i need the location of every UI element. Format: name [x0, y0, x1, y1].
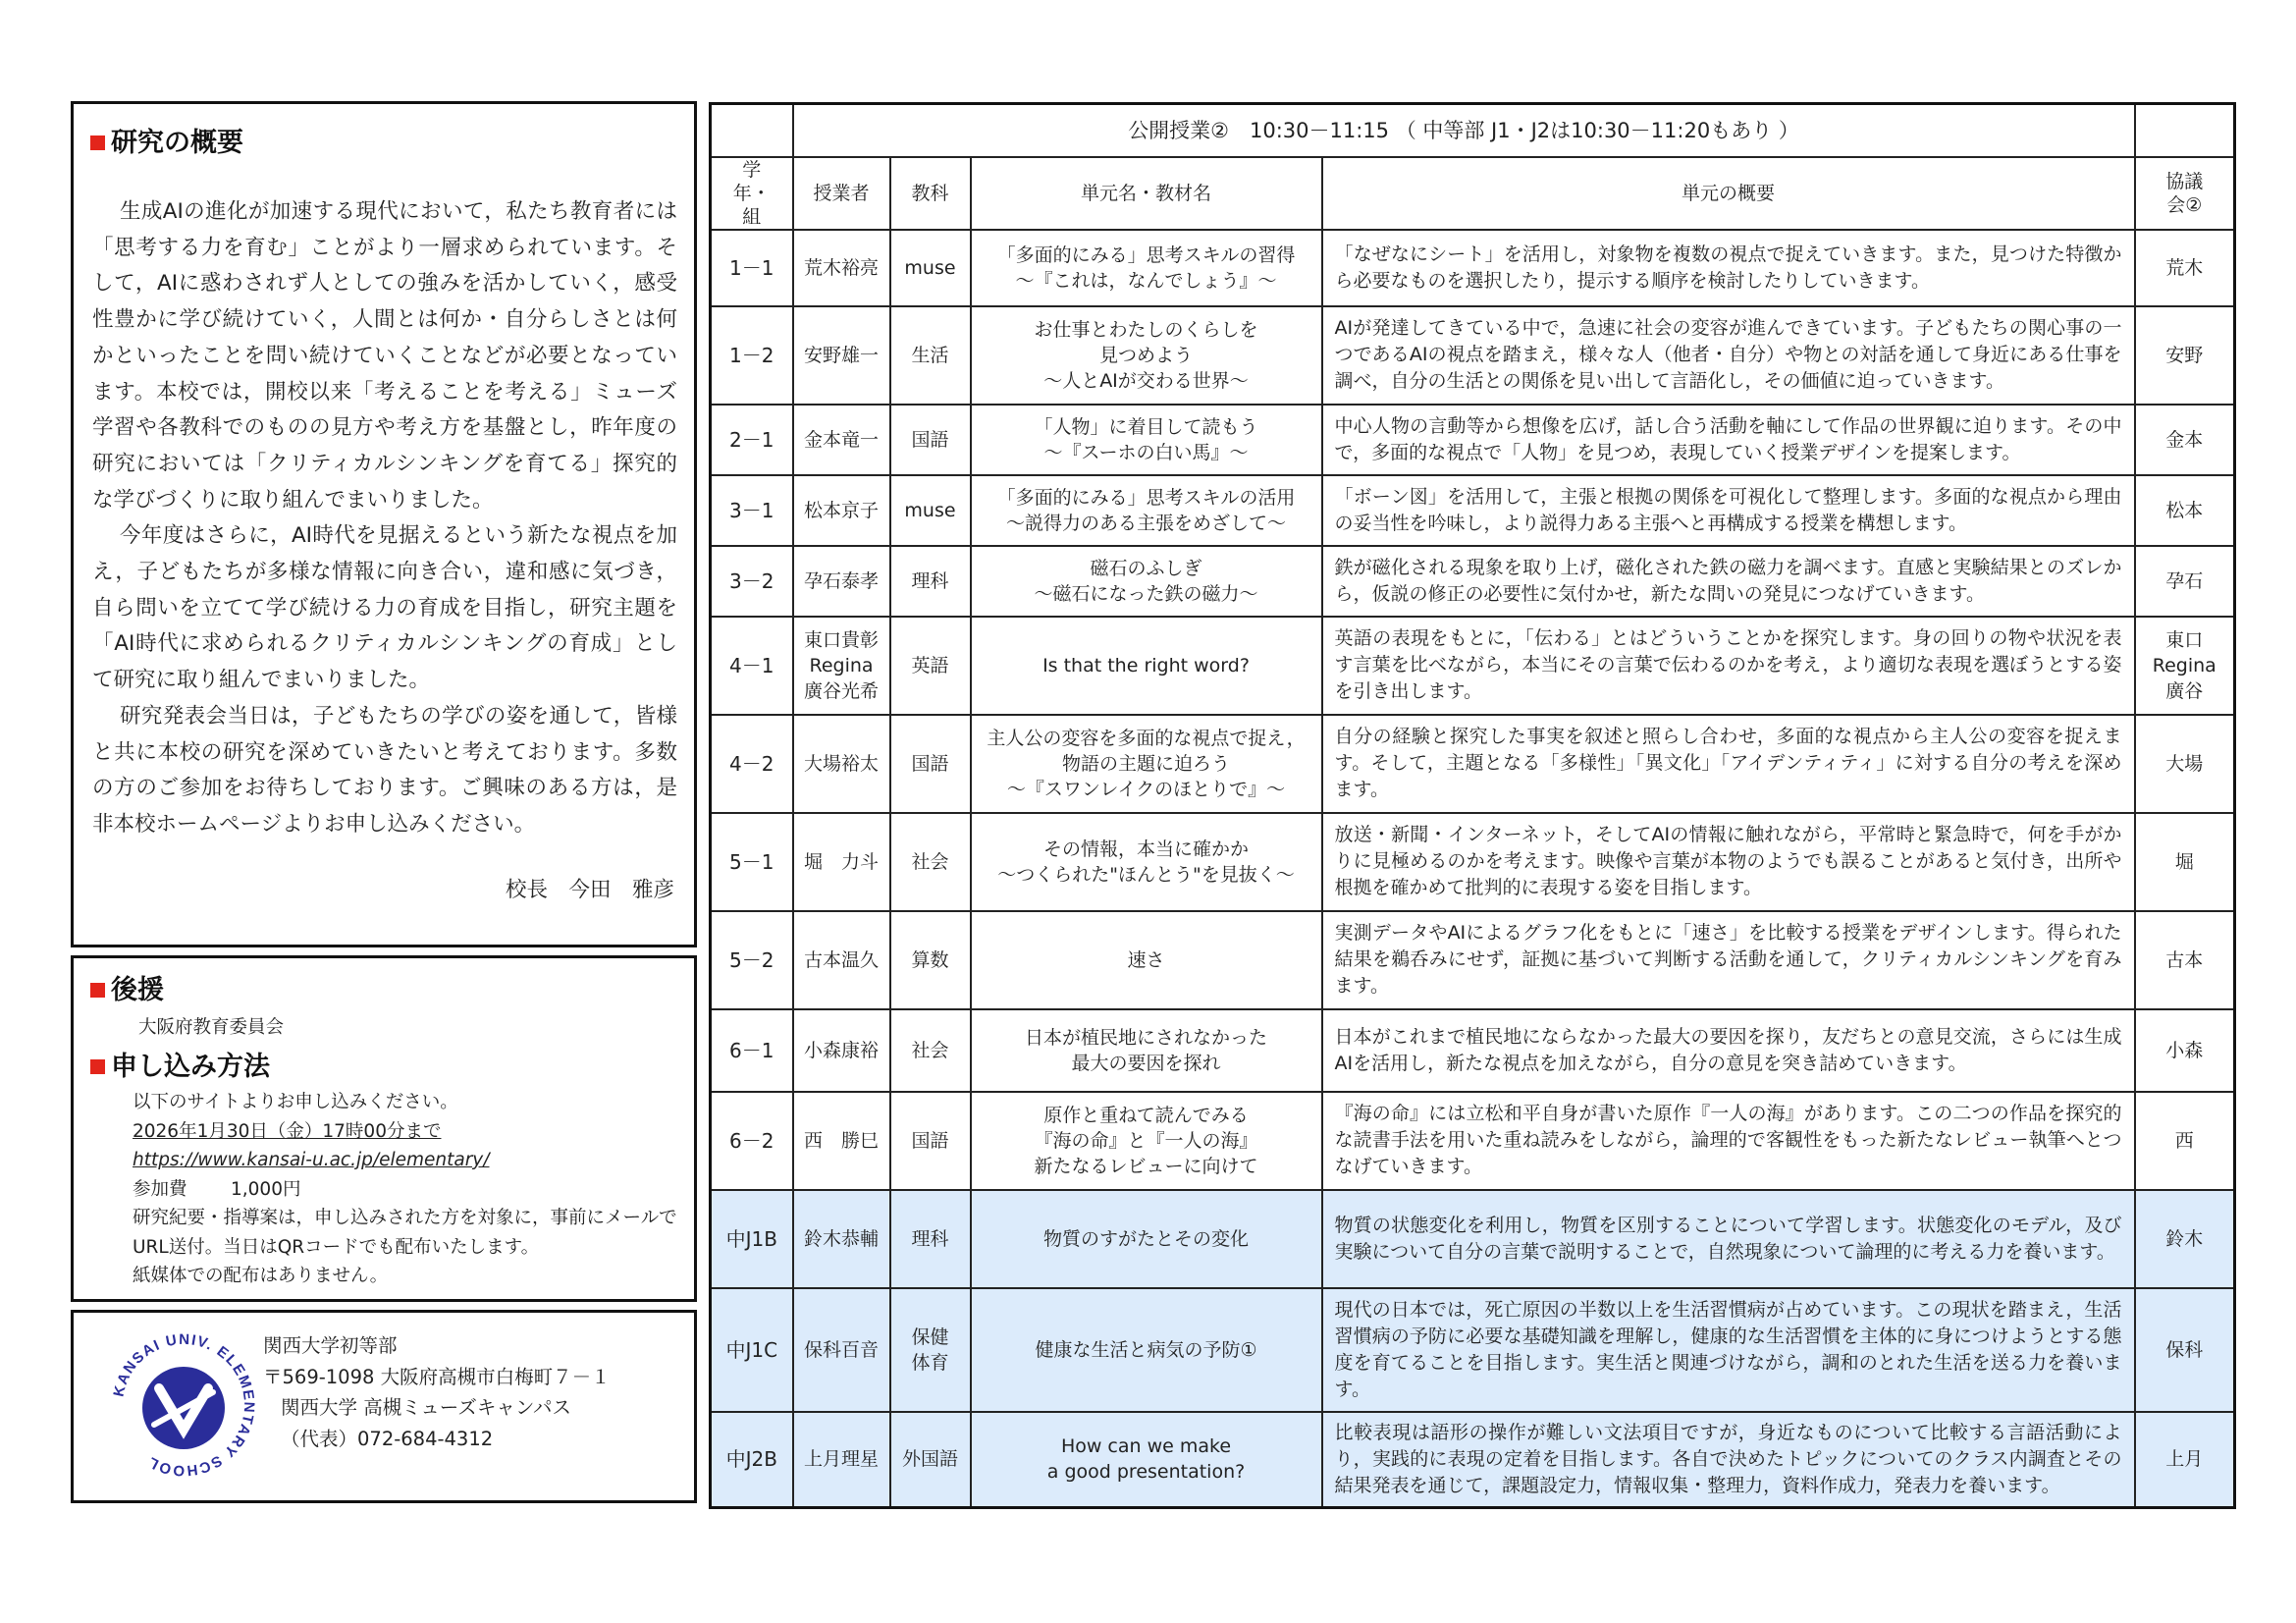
support-organization: 大阪府教育委員会 [138, 1017, 285, 1038]
grade-cell: 3－2 [711, 546, 793, 617]
schedule-row [711, 230, 2235, 306]
fee-row [133, 1175, 682, 1205]
unit-cell: 物質のすがたとその変化 [971, 1190, 1322, 1288]
meeting-cell: 安野 [2135, 306, 2235, 405]
teacher-cell: 小森康裕 [793, 1009, 890, 1092]
column-header-summary: 単元の概要 [1322, 157, 2135, 230]
schedule-row [711, 911, 2235, 1009]
header-blank-cell [711, 104, 793, 157]
column-header-unit: 単元名・教材名 [971, 157, 1322, 230]
column-header-subject: 教科 [890, 157, 971, 230]
summary-cell: 鉄が磁化される現象を取り上げ，磁化された鉄の磁力を調べます。直感と実験結果とのズレから，仮説の修正の必要性に気付かせ，新たな問いの発見につなげていきます。 [1322, 546, 2135, 617]
overview-paragraph: 生成AIの進化が加速する現代において，私たち教育者には「思考する力を育む」ことがより一層求められています。そして，AIに惑わされず人としての強みを活かしていく，感受性豊かに学び続けていく，人間とは何か・自分らしさとは何かといったことを問い続けていくことなどが必要となっています。本校では，開校以来「考えることを考える」ミューズ学習や各教科でのものの見方や考え方を基盤とし，昨年度の研究においては「クリティカルシンキングを育てる」探究的な学びづくりに取り組んでまいりました。 [92, 199, 677, 513]
schedule-row [711, 1412, 2235, 1508]
grade-cell: 4－2 [711, 715, 793, 813]
teacher-cell: 東口貴彰 Regina 廣谷光希 [793, 617, 890, 715]
overview-body [92, 194, 677, 843]
apply-instruction: 以下のサイトよりお申し込みください。 [133, 1092, 458, 1112]
subject-cell: 社会 [890, 1009, 971, 1092]
subject-cell: 国語 [890, 405, 971, 475]
teacher-cell: 保科百音 [793, 1288, 890, 1412]
grade-cell: 3－1 [711, 475, 793, 546]
header-blank-cell [2135, 104, 2235, 157]
schedule-row [711, 546, 2235, 617]
unit-cell: How can we make a good presentation? [971, 1412, 1322, 1508]
school-name: 関西大学初等部 [263, 1334, 398, 1357]
column-header-teacher: 授業者 [793, 157, 890, 230]
schedule-row [711, 475, 2235, 546]
grade-cell: 中J2B [711, 1412, 793, 1508]
subject-cell: 社会 [890, 813, 971, 911]
open-class-schedule-table [709, 102, 2236, 1509]
schedule-row [711, 1009, 2235, 1092]
apply-deadline: 2026年1月30日（金）17時00分まで [133, 1120, 442, 1142]
school-phone: （代表）072-684-4312 [281, 1427, 494, 1450]
subject-cell: 国語 [890, 715, 971, 813]
grade-cell: 5－1 [711, 813, 793, 911]
schedule-row [711, 1190, 2235, 1288]
grade-cell: 中J1B [711, 1190, 793, 1288]
teacher-cell: 大場裕太 [793, 715, 890, 813]
apply-title: 申し込み方法 [90, 1045, 270, 1083]
meeting-cell: 孕石 [2135, 546, 2235, 617]
grade-cell: 6－2 [711, 1092, 793, 1190]
schedule-row [711, 1288, 2235, 1412]
logo-ring-text: KANSAI UNIV. ELEMENTARY SCHOOL [110, 1331, 257, 1479]
unit-cell: 速さ [971, 911, 1322, 1009]
teacher-cell: 堀 力斗 [793, 813, 890, 911]
summary-cell: 日本がこれまで植民地にならなかった最大の要因を探り，友だちとの意見交流，さらには生成AIを活用し，新たな視点を加えながら，自分の意見を突き詰めていきます。 [1322, 1009, 2135, 1092]
subject-cell: 保健 体育 [890, 1288, 971, 1412]
grade-cell: 中J1C [711, 1288, 793, 1412]
school-address: 〒569-1098 大阪府高槻市白梅町７－１ [263, 1365, 611, 1388]
meeting-cell: 堀 [2135, 813, 2235, 911]
teacher-cell: 西 勝巳 [793, 1092, 890, 1190]
schedule-row [711, 306, 2235, 405]
meeting-cell: 小森 [2135, 1009, 2235, 1092]
summary-cell: 英語の表現をもとに，「伝わる」とはどういうことかを探究します。身の回りの物や状況を表す言葉を比べながら，本当にその言葉で伝わるのかを考え，より適切な表現を選ぼうとする姿を引き出します。 [1322, 617, 2135, 715]
grade-cell: 2－1 [711, 405, 793, 475]
unit-cell: 「多面的にみる」思考スキルの活用 ～説得力のある主張をめざして～ [971, 475, 1322, 546]
apply-body [133, 1088, 682, 1291]
meeting-cell: 上月 [2135, 1412, 2235, 1508]
research-overview-panel [71, 101, 697, 947]
summary-cell: AIが発達してきている中で，急速に社会の変容が進んできています。子どもたちの関心事の一つであるAIの視点を踏まえ，様々な人（他者・自分）や物との対話を通して身近にある仕事を調べ，自分の生活との関係を見い出して言語化し，その価値に迫っていきます。 [1322, 306, 2135, 405]
subject-cell: 国語 [890, 1092, 971, 1190]
red-square-icon [90, 983, 105, 998]
grade-cell: 6－1 [711, 1009, 793, 1092]
summary-cell: 中心人物の言動等から想像を広げ，話し合う活動を軸にして作品の世界観に迫ります。その中で，多面的な視点で「人物」を見つめ，表現していく授業デザインを提案します。 [1322, 405, 2135, 475]
subject-cell: muse [890, 475, 971, 546]
teacher-cell: 鈴木恭輔 [793, 1190, 890, 1288]
summary-cell: 比較表現は語形の操作が難しい文法項目ですが，身近なものについて比較する言語活動により，実践的に表現の定着を目指します。各自で決めたトピックについてのクラス内調査とその結果発表を通じて，課題設定力，情報収集・整理力，資料作成力，発表力を養います。 [1322, 1412, 2135, 1508]
unit-cell: Is that the right word? [971, 617, 1322, 715]
grade-cell: 4－1 [711, 617, 793, 715]
subject-cell: 生活 [890, 306, 971, 405]
apply-url-link[interactable]: https://www.kansai-u.ac.jp/elementary/ [133, 1150, 490, 1170]
unit-cell: 原作と重ねて読んでみる 『海の命』と『一人の海』 新たなるレビューに向けて [971, 1092, 1322, 1190]
meeting-cell: 保科 [2135, 1288, 2235, 1412]
unit-cell: 磁石のふしぎ ～磁石になった鉄の磁力～ [971, 546, 1322, 617]
school-campus: 関西大学 高槻ミューズキャンパス [281, 1396, 571, 1419]
summary-cell: 「ボーン図」を活用して，主張と根拠の関係を可視化して整理します。多面的な視点から理由の妥当性を吟味し，より説得力ある主張へと再構成する授業を構想します。 [1322, 475, 2135, 546]
fee-value: 1,000円 [231, 1178, 301, 1200]
summary-cell: 「なぜなにシート」を活用し，対象物を複数の視点で捉えていきます。また，見つけた特徴から必要なものを選択したり，提示する順序を検討したりしていきます。 [1322, 230, 2135, 306]
subject-cell: 外国語 [890, 1412, 971, 1508]
meeting-cell: 西 [2135, 1092, 2235, 1190]
principal-signature: 校長 今田 雅彦 [505, 878, 674, 902]
meeting-cell: 金本 [2135, 405, 2235, 475]
column-header-grade: 学年・組 [711, 157, 793, 230]
unit-cell: 「人物」に着目して読もう ～『スーホの白い馬』～ [971, 405, 1322, 475]
support-apply-panel [71, 955, 697, 1302]
meeting-cell: 大場 [2135, 715, 2235, 813]
summary-cell: 自分の経験と探究した事実を叙述と照らし合わせ，多面的な視点から主人公の変容を捉えます。そして，主題となる「多様性」「異文化」「アイデンティティ」に対する自分の考えを深めます。 [1322, 715, 2135, 813]
subject-cell: 理科 [890, 1190, 971, 1288]
schedule-row [711, 617, 2235, 715]
schedule-title: 公開授業② 10:30－11:15 （ 中等部 J1・J2は10:30－11:20もあり ） [793, 104, 2135, 157]
meeting-cell: 古本 [2135, 911, 2235, 1009]
grade-cell: 1－1 [711, 230, 793, 306]
grade-cell: 5－2 [711, 911, 793, 1009]
grade-cell: 1－2 [711, 306, 793, 405]
red-square-icon [90, 135, 105, 150]
apply-note: 研究紀要・指導案は，申し込みされた方を対象に，事前にメールでURL送付。当日はQRコードでも配布いたします。 [133, 1208, 677, 1258]
teacher-cell: 孕石泰孝 [793, 546, 890, 617]
school-address-block [263, 1330, 611, 1454]
summary-cell: 『海の命』には立松和平自身が書いた原作『一人の海』があります。この二つの作品を探究的な読書手法を用いた重ね読みをしながら，論理的で客観性をもった新たなレビュー執筆へとつなげていきます。 [1322, 1092, 2135, 1190]
school-logo [110, 1331, 257, 1479]
unit-cell: 「多面的にみる」思考スキルの習得 ～『これは，なんでしょう』～ [971, 230, 1322, 306]
schedule-row [711, 1092, 2235, 1190]
meeting-cell: 荒木 [2135, 230, 2235, 306]
subject-cell: 理科 [890, 546, 971, 617]
unit-cell: その情報，本当に確かか ～つくられた"ほんとう"を見抜く～ [971, 813, 1322, 911]
column-header-meeting: 協議会② [2135, 157, 2235, 230]
summary-cell: 現代の日本では，死亡原因の半数以上を生活習慣病が占めています。この現状を踏まえ，生活習慣病の予防に必要な基礎知識を理解し，健康的な生活習慣を主体的に身につけようとする態度を育てることを目指します。実生活と関連づけながら，調和のとれた生活を送る力を養います。 [1322, 1288, 2135, 1412]
teacher-cell: 松本京子 [793, 475, 890, 546]
teacher-cell: 金本竜一 [793, 405, 890, 475]
fee-label: 参加費 [133, 1178, 187, 1200]
unit-cell: 主人公の変容を多面的な視点で捉え， 物語の主題に迫ろう ～『スワンレイクのほとりで』～ [971, 715, 1322, 813]
unit-cell: 日本が植民地にされなかった 最大の要因を探れ [971, 1009, 1322, 1092]
summary-cell: 実測データやAIによるグラフ化をもとに「速さ」を比較する授業をデザインします。得られた結果を鵜呑みにせず，証拠に基づいて判断する活動を通して，クリティカルシンキングを育みます。 [1322, 911, 2135, 1009]
overview-paragraph: 今年度はさらに，AI時代を見据えるという新たな視点を加え，子どもたちが多様な情報に向き合い，違和感に気づき，自ら問いを立てて学び続ける力の育成を目指し，研究主題を「AI時代に求められるクリティカルシンキングの育成」として研究に取り組んでまいりました。 [92, 523, 677, 693]
apply-note: 紙媒体での配布はありません。 [133, 1266, 389, 1286]
schedule-body [711, 230, 2235, 1508]
unit-cell: 健康な生活と病気の予防① [971, 1288, 1322, 1412]
subject-cell: muse [890, 230, 971, 306]
meeting-cell: 松本 [2135, 475, 2235, 546]
overview-paragraph: 研究発表会当日は，子どもたちの学びの姿を通して，皆様と共に本校の研究を深めていきたいと考えております。多数の方のご参加をお待ちしております。ご興味のある方は，是非本校ホームページよりお申し込みください。 [92, 703, 677, 837]
meeting-cell: 鈴木 [2135, 1190, 2235, 1288]
overview-title: 研究の概要 [90, 121, 243, 159]
subject-cell: 英語 [890, 617, 971, 715]
unit-cell: お仕事とわたしのくらしを 見つめよう ～人とAIが交わる世界～ [971, 306, 1322, 405]
meeting-cell: 東口 Regina 廣谷 [2135, 617, 2235, 715]
school-info-panel [71, 1310, 697, 1503]
teacher-cell: 安野雄一 [793, 306, 890, 405]
schedule-row [711, 405, 2235, 475]
teacher-cell: 荒木裕亮 [793, 230, 890, 306]
support-title: 後援 [90, 968, 164, 1006]
red-square-icon [90, 1059, 105, 1074]
teacher-cell: 上月理星 [793, 1412, 890, 1508]
summary-cell: 物質の状態変化を利用し，物質を区別することについて学習します。状態変化のモデル，及び実験について自分の言葉で説明することで，自然現象について論理的に考える力を養います。 [1322, 1190, 2135, 1288]
subject-cell: 算数 [890, 911, 971, 1009]
summary-cell: 放送・新聞・インターネット，そしてAIの情報に触れながら，平常時と緊急時で，何を手がかりに見極めるのかを考えます。映像や言葉が本物のようでも誤ることがあると気付き，出所や根拠を確かめて批判的に表現する姿を目指します。 [1322, 813, 2135, 911]
schedule-row [711, 813, 2235, 911]
schedule-row [711, 715, 2235, 813]
teacher-cell: 古本温久 [793, 911, 890, 1009]
